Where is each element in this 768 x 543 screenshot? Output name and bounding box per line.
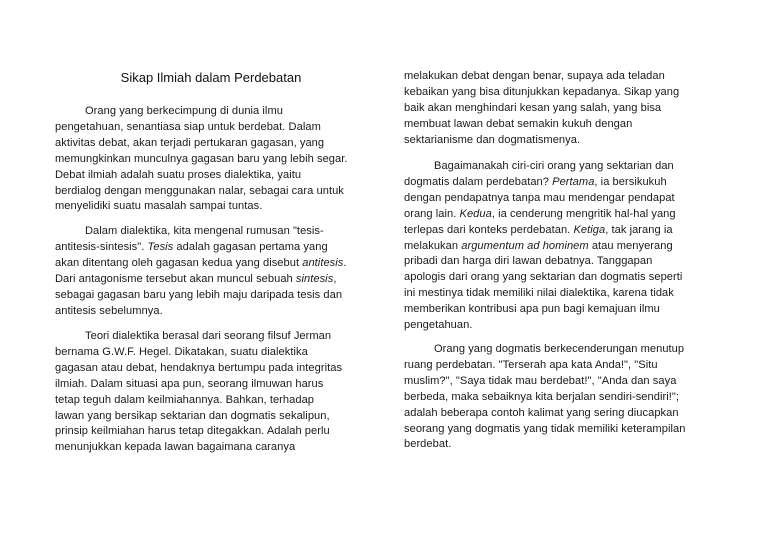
text-line: kebaikan yang bisa ditunjukkan kepadanya. Sikap yang — [404, 85, 680, 98]
text-line: memungkinkan munculnya gagasan baru yang lebih segar. — [55, 152, 348, 165]
text-line: gagasan atau debat, hendaknya bertumpu pada integritas — [55, 361, 343, 374]
text-line: Bagaimanakah ciri-ciri orang yang sektarian dan — [434, 160, 674, 172]
text-line: berdialog dengan menggunakan nalar, sebagai cara untuk — [55, 184, 344, 197]
text-line: Teori dialektika berasal dari seorang filsuf Jerman — [85, 330, 332, 342]
text-line: baik akan menghindari kesan yang salah, yang bisa — [404, 101, 662, 114]
paragraph-left-1 — [55, 104, 348, 215]
text-line: melakukan debat dengan benar, supaya ada teladan — [404, 70, 665, 82]
text-line: membuat lawan debat semakin kukuh dengan — [404, 117, 633, 130]
text-line: Debat ilmiah adalah suatu proses dialektika, yaitu — [55, 168, 302, 181]
text-line: antitesis-sintesis". Tesis adalah gagasan pertama yang — [55, 240, 328, 253]
paragraph-right-2 — [404, 159, 682, 334]
text-line: melakukan argumentum ad hominem atau menyerang — [404, 239, 673, 252]
text-line: pengetahuan, senantiasa siap untuk berdebat. Dalam — [55, 120, 321, 133]
text-line: prinsip keilmiahan harus tetap ditegakkan. Adalah perlu — [55, 425, 330, 438]
text-line: seorang yang dogmatis yang tidak memiliki keterampilan — [404, 422, 686, 435]
text-line: memberikan kontribusi apa pun bagi kemajuan ilmu — [404, 303, 660, 316]
paragraph-left-3 — [55, 329, 342, 456]
text-line: sebagai gagasan baru yang lebih maju daripada tesis dan — [55, 288, 343, 301]
text-line: terlepas dari konteks perdebatan. Ketiga, tak jarang ia — [404, 223, 673, 236]
text-line: ilmiah. Dalam situasi apa pun, seorang ilmuwan harus — [55, 377, 324, 390]
text-line: apologis dari orang yang sektarian dan dogmatis seperti — [404, 271, 683, 284]
paragraph-right-3 — [404, 342, 685, 453]
text-line: sektarianisme dan dogmatismenya. — [404, 133, 581, 146]
text-line: menunjukkan kepada lawan bagaimana caranya — [55, 441, 296, 454]
text-line: adalah beberapa contoh kalimat yang sering diucapkan — [404, 406, 679, 419]
text-line: pribadi dan harga diri lawan debatnya. Tanggapan — [404, 255, 653, 268]
text-line: Orang yang dogmatis berkecenderungan menutup — [434, 343, 685, 355]
paragraph-right-1 — [404, 69, 679, 149]
text-line: antitesis sebelumnya. — [55, 304, 163, 317]
text-line: bernama G.W.F. Hegel. Dikatakan, suatu dialektika — [55, 345, 308, 358]
text-line: menyelidiki suatu masalah sampai tuntas. — [55, 200, 263, 213]
text-line: berdebat. — [404, 438, 452, 451]
text-line: aktivitas debat, akan terjadi pertukaran gagasan, yang — [55, 136, 325, 149]
text-line: Orang yang berkecimpung di dunia ilmu — [85, 105, 283, 117]
text-line: Dari antagonisme tersebut akan muncul sebuah sintesis, — [55, 272, 337, 285]
text-line: tetap teguh dalam keilmiahannya. Bahkan, terhadap — [55, 393, 315, 406]
text-line: akan ditentang oleh gagasan kedua yang disebut antitesis. — [55, 256, 347, 269]
text-line: ruang perdebatan. "Terserah apa kata Anda!", "Situ — [404, 358, 658, 371]
text-line: dengan pendapatnya tanpa mau mendengar pendapat — [404, 191, 675, 204]
paragraph-left-2 — [55, 224, 347, 319]
text-line: Dalam dialektika, kita mengenal rumusan "tesis- — [85, 225, 324, 237]
text-line: orang lain. Kedua, ia cenderung mengritik hal-hal yang — [404, 207, 676, 220]
text-line: berbeda, maka sebaiknya kita berjalan sendiri-sendiri!"; — [404, 390, 679, 403]
text-line: dogmatis dalam perdebatan? Pertama, ia bersikukuh — [404, 175, 667, 188]
page-title: Sikap Ilmiah dalam Perdebatan — [120, 70, 302, 85]
text-line: pengetahuan. — [404, 319, 473, 332]
text-line: ini mestinya tidak memiliki nilai dialektika, karena tidak — [404, 287, 674, 300]
text-line: lawan yang bersikap sektarian dan dogmatis sekalipun, — [55, 409, 330, 422]
text-line: muslim?", "Saya tidak mau berdebat!", "Anda dan saya — [404, 374, 677, 387]
